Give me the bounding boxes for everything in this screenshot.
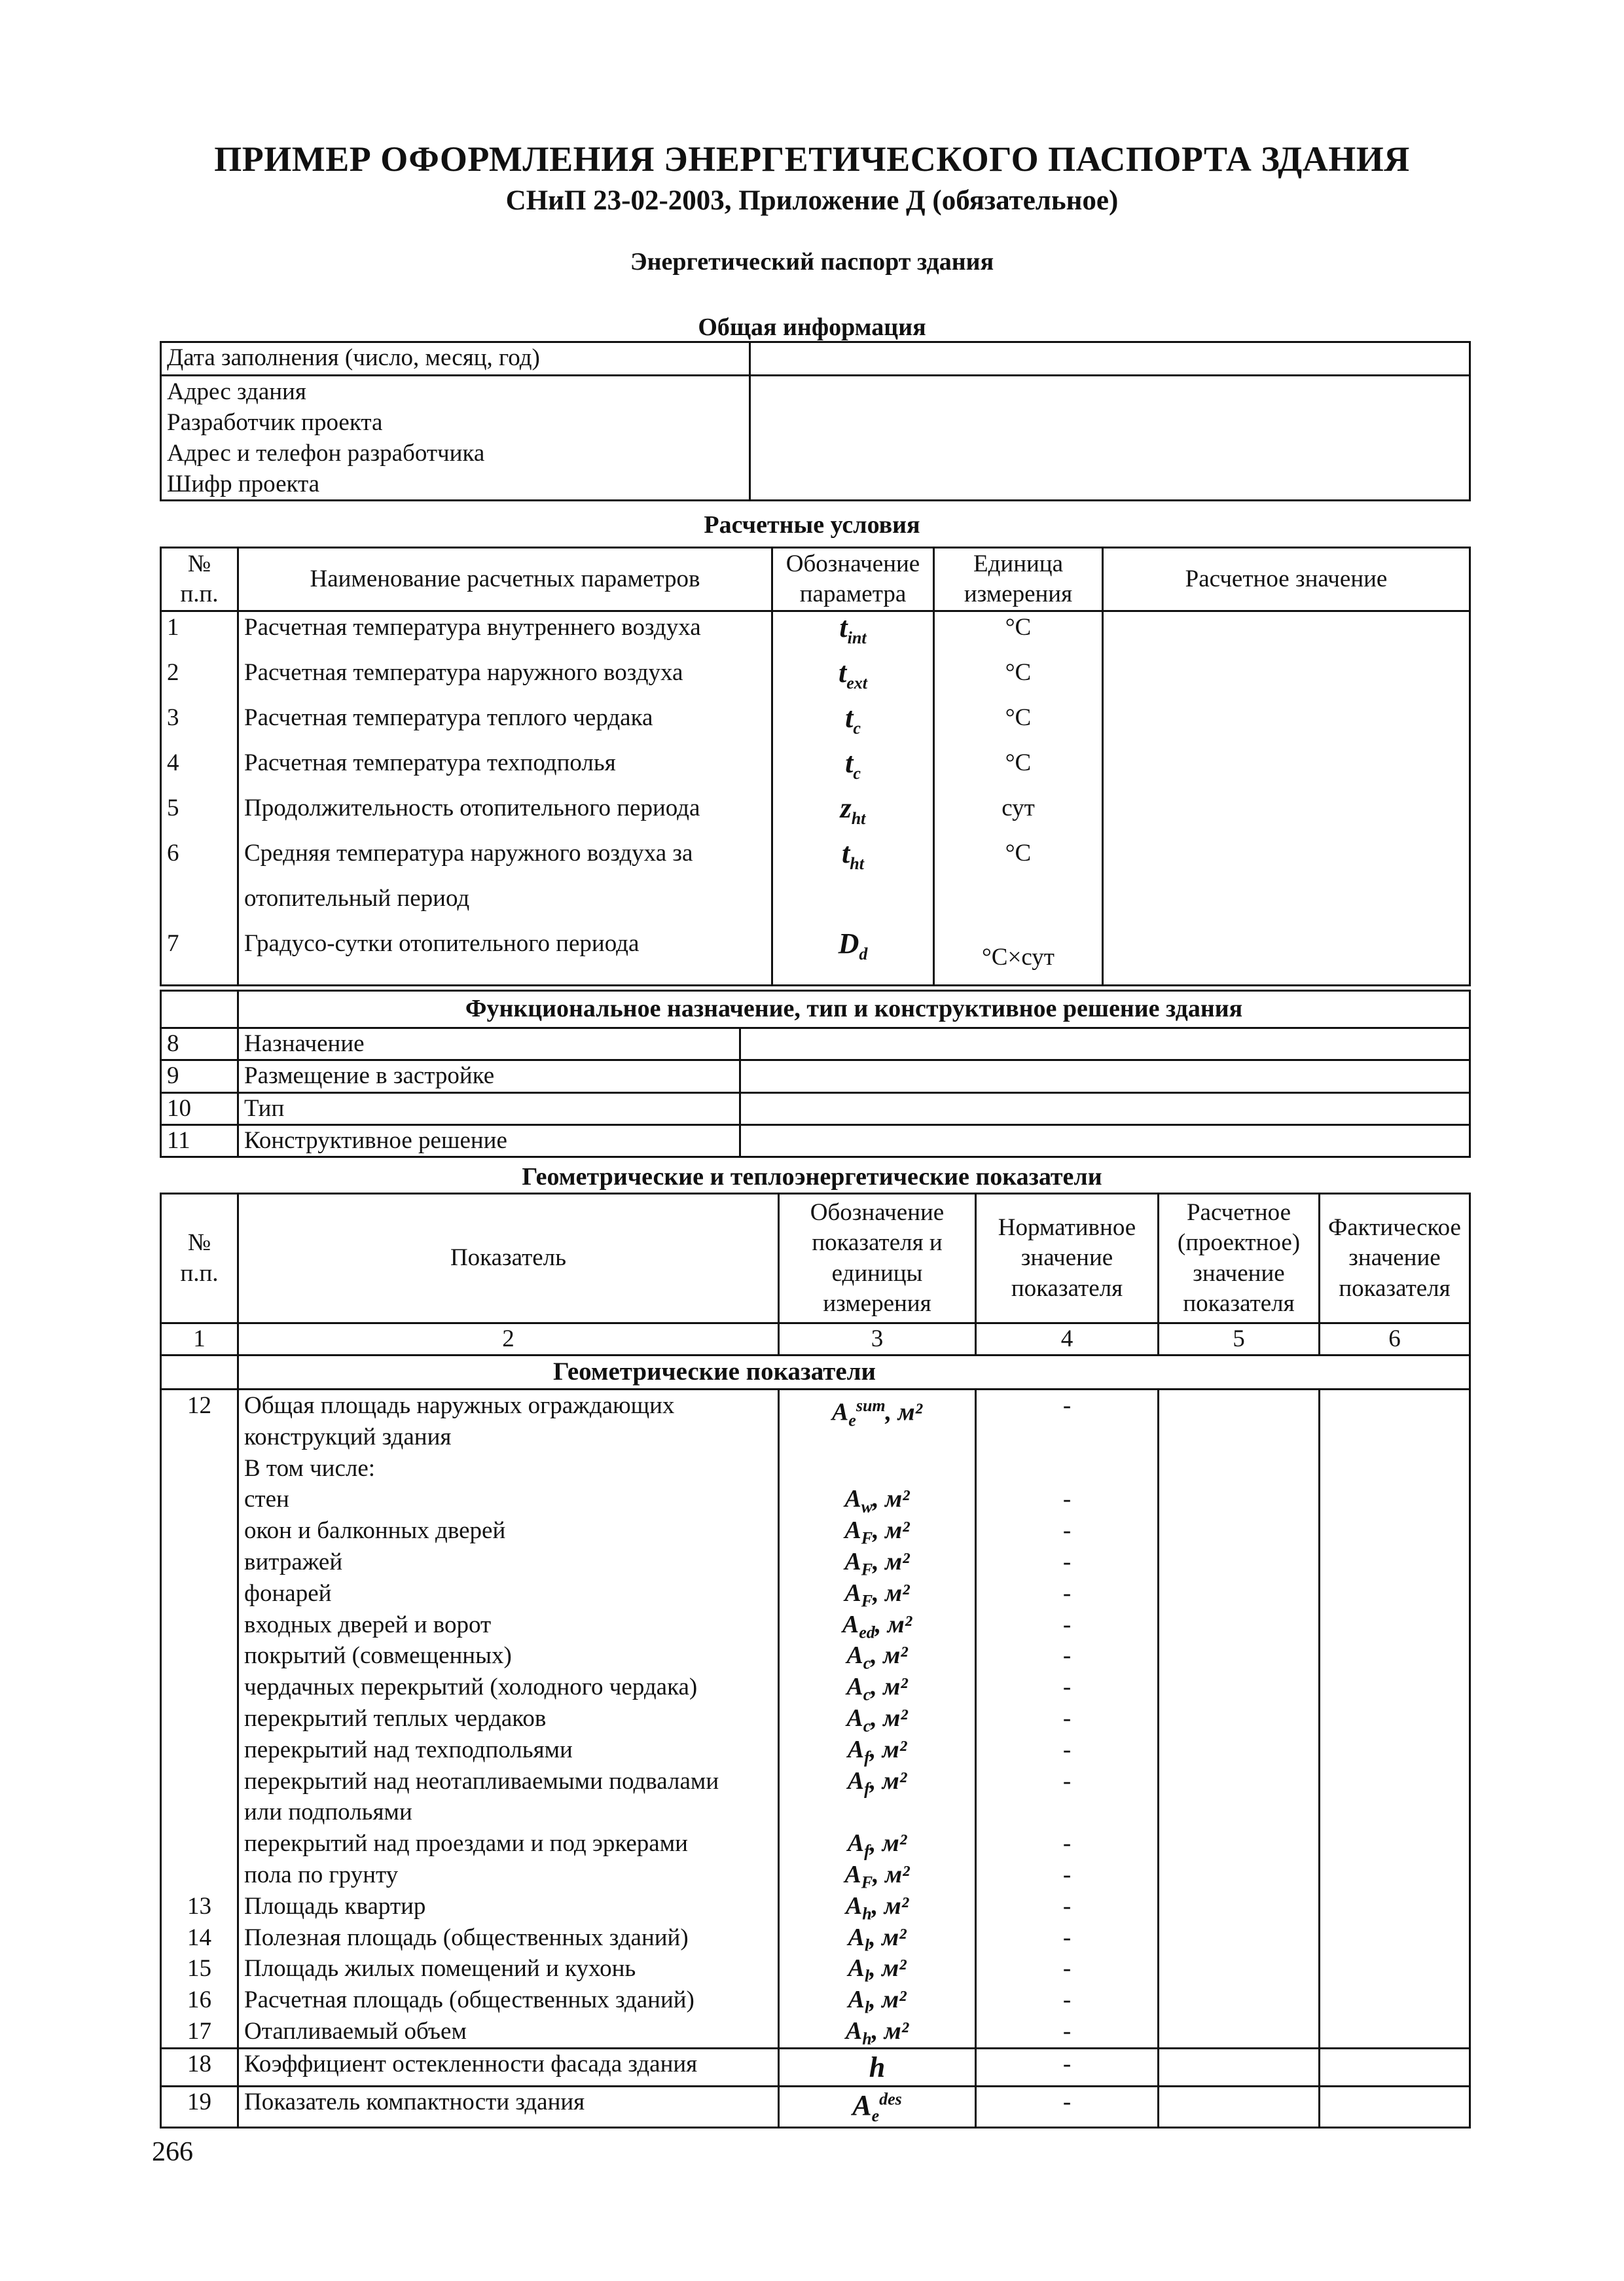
geo-line-norm: - [1062,1955,1072,1983]
col-designation: Обозначение параметра [772,548,934,611]
geo-line-symbol [785,1390,969,1430]
geo-symbol: A [846,1642,863,1670]
geo-line-n [167,1453,232,1484]
col-parameter-name: Наименование расчетных параметров [238,548,772,611]
geo-line-text: перекрытий над неотапливаемыми подвалами [244,1767,719,1795]
functional-blank-cell [161,991,238,1028]
geo-line-norm: - [1062,1736,1072,1763]
geo-line-text: Расчетная площадь (общественных зданий) [244,1986,695,2014]
geo-symbol-sup: des [879,2089,902,2109]
geo-symbol-unit: , м² [873,1485,910,1513]
param-unit: °С [1005,614,1032,641]
param-name: Продолжительность отопительного периода [244,795,700,821]
geo-line-text: перекрытий над проездами и под эркерами [244,1830,688,1858]
general-value-cell [750,342,1470,376]
geo-calculated-column [1159,1390,1320,2049]
geo-row-actual [1320,2086,1470,2127]
geo-line-symbol [785,1985,969,2016]
geo-symbol-unit: , м² [869,1954,907,1983]
geo-row-normative: - [976,2048,1159,2086]
geo-line-norm: - [1062,1486,1072,1513]
functional-row-name: Конструктивное решение [238,1124,740,1157]
geo-symbol: A [845,1892,863,1920]
geo-line-n: 15 [187,1955,211,1983]
geo-line-n: 13 [187,1892,211,1920]
geo-symbol-sub: F [861,1528,873,1548]
geo-line-text: Общая площадь наружных ограждающих [244,1392,675,1419]
geo-symbol-sub: f [864,1779,870,1799]
param-name: Градусо-сутки отопительного периода [244,930,640,957]
col-unit: Единица измерения [934,548,1103,611]
geo-col-indicator: Показатель [238,1194,779,1323]
geo-row-normative: - [976,2086,1159,2127]
param-unit: °С [1005,749,1032,776]
geo-line-n [167,1703,232,1734]
geo-symbol-unit: , м² [873,1579,910,1607]
geo-symbol: A [846,1673,863,1701]
geo-symbol: A [848,1954,865,1983]
geo-symbol-unit: , м² [873,1860,910,1888]
geo-line-norm: - [1062,1392,1072,1419]
geo-line-text: или подпольями [244,1799,412,1826]
param-name: Расчетная температура наружного воздуха [244,659,683,686]
param-symbol: z [840,792,852,824]
geo-symbol: A [845,2017,863,2045]
geo-line-n [167,1766,232,1797]
geo-symbol: A [852,2089,872,2121]
geo-line-symbol [785,1547,969,1578]
geo-symbol-sub: c [863,1716,871,1736]
geo-symbol: A [847,1829,865,1858]
geo-symbol-unit: , м² [871,1642,908,1670]
geo-symbol-unit: , м² [869,1767,907,1795]
geo-line-symbol [785,2016,969,2047]
geo-symbol-sub: F [861,1560,873,1579]
page-number: 266 [152,2137,193,2167]
row-number: 7 [167,930,179,957]
geo-line-norm [982,1422,1152,1453]
geo-line-text: окон и балконных дверей [244,1517,506,1545]
geo-line-n [167,1640,232,1672]
geo-line-n [167,1578,232,1609]
geo-symbol-unit: , м² [875,1610,912,1638]
geo-line-symbol [785,1859,969,1891]
geo-symbol-sub: f [864,1748,870,1767]
geo-line-symbol [785,1703,969,1734]
geo-line-text: пола по грунту [244,1861,399,1888]
geo-symbol: A [844,1579,861,1607]
geo-line-text: чердачных перекрытий (холодного чердака) [244,1674,698,1701]
geo-symbol-unit: , м² [869,1923,907,1951]
functional-heading: Функциональное назначение, тип и конструктивное решение здания [238,991,1470,1028]
param-unit: сут [1001,795,1035,821]
geo-line-n [167,1797,232,1828]
geo-line-symbol [785,1484,969,1515]
param-symbol-sub: ext [846,673,867,692]
design-conditions-heading: Расчетные условия [704,511,920,539]
geo-line-symbol [785,1578,969,1609]
geo-line-n: 17 [187,2017,211,2045]
geo-symbol-sub: l [864,1998,870,2017]
geo-col-calculated: Расчетное (проектное) значение показателя [1159,1194,1320,1323]
geo-row-indicator: Коэффициент остекленности фасада здания [238,2048,779,2086]
general-row-group [161,376,750,501]
geo-symbol-sub: c [863,1685,871,1704]
row-symbols [772,611,934,986]
geo-line-norm: - [1062,1767,1072,1795]
row-numbers [161,611,238,986]
functional-row-name: Тип [238,1092,740,1124]
row-number: 5 [167,795,179,821]
geo-line-n: 16 [187,1986,211,2014]
geo-symbol: A [847,1735,865,1763]
param-symbol-sub: c [853,718,861,738]
geo-line-norm: - [1062,1924,1072,1951]
geo-line-symbol [785,1797,969,1828]
functional-row-number: 10 [161,1092,238,1124]
geo-symbol-unit: , м² [885,1398,923,1426]
general-row-developer: Разработчик проекта [167,409,383,436]
row-values [1103,611,1470,986]
param-symbol: t [845,747,854,779]
param-symbol-sub: d [859,944,868,963]
geo-line-norm: - [1062,1611,1072,1638]
geo-line-n [167,1859,232,1891]
geo-line-n [167,1484,232,1515]
geo-symbol-sub: F [861,1873,873,1892]
param-symbol: t [839,611,848,643]
geo-symbol-sub: e [848,1410,856,1430]
functional-row-value [740,1060,1470,1092]
general-value-cell [750,376,1470,501]
geo-row-number: 18 [161,2048,238,2086]
functional-row-number: 9 [161,1060,238,1092]
geo-line-n [167,1672,232,1703]
geo-normative-column [976,1390,1159,2049]
geo-row-indicator: Показатель компактности здания [238,2086,779,2127]
geo-line-text: стен [244,1486,289,1513]
geo-line-text: Отапливаемый объем [244,2017,467,2045]
geo-line-symbol [785,1515,969,1547]
param-name: Расчетная температура внутреннего воздуха [244,614,701,641]
geo-line-norm: - [1062,2017,1072,2045]
param-name: Расчетная температура теплого чердака [244,704,653,731]
geo-symbol: A [848,1986,865,2014]
functional-row-value [740,1124,1470,1157]
param-symbol-sub: ht [850,853,864,873]
geo-row-actual [1320,2048,1470,2086]
geo-indicators-column [238,1390,779,2049]
geo-line-symbol [785,1672,969,1703]
geo-line-n [167,1734,232,1766]
geo-subheading: Геометрические показатели [238,1356,1470,1390]
param-name: Средняя температура наружного воздуха за [244,840,693,867]
geo-line-text: витражей [244,1548,343,1575]
param-name-continued: отопительный период [244,885,470,912]
param-symbol-sub: c [853,763,861,783]
row-units [934,611,1103,986]
geo-col-index: 6 [1320,1323,1470,1356]
geo-line-symbol [785,1640,969,1672]
geo-line-text: В том числе: [244,1454,376,1482]
design-conditions-table [160,547,1471,986]
geo-symbol-sub: w [861,1497,873,1517]
geo-subheading-blank [161,1356,238,1390]
general-row-date: Дата заполнения (число, месяц, год) [161,342,750,376]
geometric-table [160,1193,1471,2128]
geo-line-norm: - [1062,1642,1072,1670]
col-number: № п.п. [161,548,238,611]
functional-table [160,990,1471,1158]
param-symbol-sub: int [847,628,867,647]
geo-symbol-sup: sum [856,1396,886,1415]
geo-symbol: A [844,1517,861,1545]
geo-line-norm: - [1062,1892,1072,1920]
geo-numbers-column [161,1390,238,2049]
geo-line-text: перекрытий теплых чердаков [244,1704,547,1732]
row-number: 4 [167,749,179,776]
geo-symbol-unit: , м² [873,1517,910,1545]
geo-col-number: № п.п. [161,1194,238,1323]
geo-symbol-sub: c [863,1653,871,1673]
geo-symbol-unit: , м² [869,1735,907,1763]
geo-symbol-unit: , м² [869,1986,907,2014]
param-symbol: t [839,656,847,689]
geo-line-norm: - [1062,1674,1072,1701]
geo-symbol-unit: , м² [871,1673,908,1701]
param-unit: °С×сут [982,944,1055,971]
param-symbol: t [845,702,854,734]
general-row-address: Адрес здания [167,378,306,405]
param-name: Расчетная температура техподполья [244,749,616,776]
geo-symbol-sub: f [864,1841,870,1861]
geo-designations-column [779,1390,976,2049]
geo-line-text: Площадь квартир [244,1892,426,1920]
geo-symbol: A [844,1485,861,1513]
geo-line-norm [982,1453,1152,1484]
param-unit: °С [1005,704,1032,731]
geo-line-norm: - [1062,1704,1072,1732]
page-subtitle: СНиП 23-02-2003, Приложение Д (обязательное) [505,185,1119,216]
geo-symbol-sub: h [862,2029,872,2049]
geo-symbol: A [846,1704,863,1732]
row-number: 3 [167,704,179,731]
geo-row-calculated [1159,2048,1320,2086]
geo-line-symbol [785,1828,969,1859]
geo-symbol-unit: , м² [869,1829,907,1858]
geo-col-designation: Обозначение показателя и единицы измерения [779,1194,976,1323]
geo-line-norm: - [1062,1579,1072,1607]
geo-row-designation: h [779,2048,976,2086]
geo-line-n: 12 [187,1392,211,1419]
geo-line-symbol [785,1891,969,1922]
geo-line-n: 14 [187,1924,211,1951]
geo-col-normative: Нормативное значение показателя [976,1194,1159,1323]
geo-line-norm: - [1062,1517,1072,1545]
geo-line-norm: - [1062,1861,1072,1888]
col-value: Расчетное значение [1103,548,1470,611]
geo-line-norm: - [1062,1548,1072,1575]
geo-symbol-sub: e [871,2106,880,2125]
functional-row-value [740,1092,1470,1124]
geo-line-text: перекрытий над техподпольями [244,1736,573,1763]
geo-symbol-unit: , м² [871,1704,908,1732]
geo-line-symbol [785,1422,969,1453]
geo-line-symbol [785,1953,969,1985]
geo-actual-column [1320,1390,1470,2049]
geo-col-index: 5 [1159,1323,1320,1356]
param-unit: °С [1005,659,1032,686]
row-number: 6 [167,840,179,867]
geo-col-actual: Фактическое значение показателя [1320,1194,1470,1323]
general-row-project-code: Шифр проекта [167,471,320,497]
geo-line-symbol [785,1609,969,1641]
geo-line-text: входных дверей и ворот [244,1611,492,1638]
row-number: 2 [167,659,179,686]
geo-symbol-sub: l [864,1935,870,1955]
geo-line-n [167,1515,232,1547]
functional-row-name: Назначение [238,1028,740,1060]
geo-symbol: A [847,1767,865,1795]
geo-line-text: фонарей [244,1579,332,1607]
geo-symbol: A [842,1610,859,1638]
geo-line-symbol [785,1922,969,1954]
general-info-table [160,341,1471,501]
geo-line-n [167,1422,232,1453]
general-info-heading: Общая информация [698,314,926,341]
geo-symbol-unit: , м² [873,1547,910,1575]
geo-line-text: Площадь жилых помещений и кухонь [244,1955,636,1983]
geo-symbol-sub: ed [859,1623,875,1642]
geo-row-designation [779,2086,976,2127]
geo-symbol: A [831,1398,849,1426]
geo-col-index: 2 [238,1323,779,1356]
functional-row-number: 11 [161,1124,238,1157]
param-symbol: t [842,837,850,869]
geo-line-n [167,1547,232,1578]
row-names [238,611,772,986]
geo-symbol: A [848,1923,865,1951]
param-symbol: D [838,927,859,960]
geo-symbol: A [844,1547,861,1575]
page-title: ПРИМЕР ОФОРМЛЕНИЯ ЭНЕРГЕТИЧЕСКОГО ПАСПОРТА ЗДАНИЯ [214,139,1410,179]
functional-row-value [740,1028,1470,1060]
geo-line-norm: - [1062,1986,1072,2014]
geo-symbol-sub: l [864,1966,870,1986]
geo-line-text: конструкций здания [244,1423,452,1450]
geo-line-symbol [785,1734,969,1766]
geo-line-n [167,1609,232,1641]
geo-symbol-unit: , м² [871,1892,909,1920]
functional-row-number: 8 [161,1028,238,1060]
geo-row-number: 19 [161,2086,238,2127]
general-row-developer-contacts: Адрес и телефон разработчика [167,440,485,467]
geo-line-symbol [785,1453,969,1484]
geo-symbol-unit: , м² [871,2017,909,2045]
geo-col-index: 4 [976,1323,1159,1356]
passport-title: Энергетический паспорт здания [630,248,994,276]
functional-row-name: Размещение в застройке [238,1060,740,1092]
geometric-heading: Геометрические и теплоэнергетические показатели [522,1163,1102,1191]
geo-symbol-sub: h [862,1904,872,1924]
geo-symbol-sub: F [861,1591,873,1611]
param-symbol-sub: ht [851,808,866,828]
geo-line-text: покрытий (совмещенных) [244,1642,512,1670]
geo-line-symbol [785,1766,969,1797]
geo-line-norm [982,1797,1152,1828]
param-unit: °С [1005,840,1032,867]
geo-line-n [167,1828,232,1859]
geo-col-index: 3 [779,1323,976,1356]
geo-line-text: Полезная площадь (общественных зданий) [244,1924,689,1951]
geo-line-norm: - [1062,1830,1072,1858]
geo-col-index: 1 [161,1323,238,1356]
row-number: 1 [167,614,179,641]
geo-row-calculated [1159,2086,1320,2127]
geo-symbol: A [844,1860,861,1888]
